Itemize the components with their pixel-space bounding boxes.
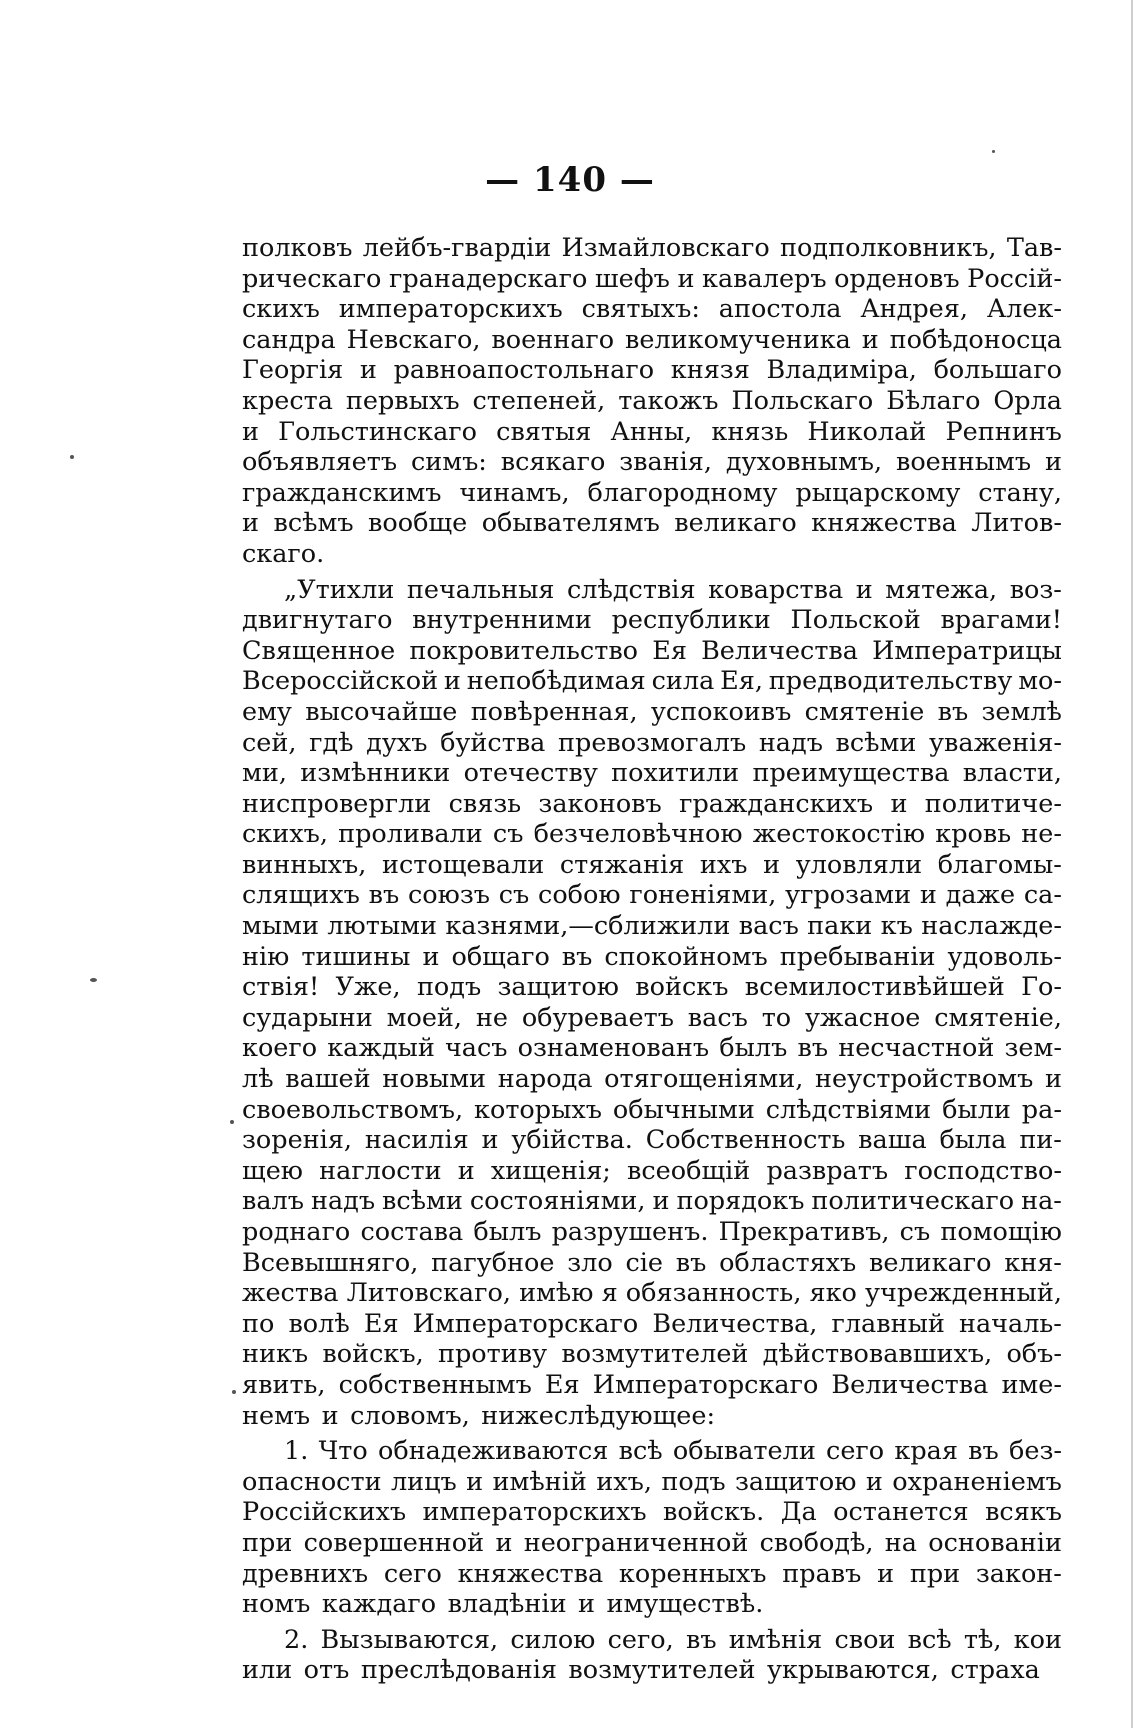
- paragraph: [242, 1625, 1062, 1686]
- text-line: винныхъ, истощевали стяжанія ихъ и уловляли благомы-: [242, 849, 1062, 880]
- text-line: „Утихли печальныя слѣдствія коварства и мятежа, воз-: [284, 574, 1062, 605]
- page-number: — 140 —: [485, 160, 655, 200]
- paper-speck: [70, 455, 74, 459]
- text-line: двигнутаго внутренними республики Польской врагами!: [242, 605, 1062, 636]
- text-line: полковъ лейбъ-гвардіи Измайловскаго подполковникъ, Тав-: [242, 233, 1062, 263]
- text-line: древнихъ сего княжества коренныхъ правъ и при закон-: [242, 1558, 1062, 1589]
- text-line: ми, измѣнники отечеству похитили преимущества власти,: [242, 758, 1062, 789]
- text-line: мыми лютыми казнями,—сближили васъ паки къ наслажде-: [242, 911, 1062, 942]
- text-line: жества Литовскаго, имѣю я обязанность, яко учрежденный,: [242, 1278, 1062, 1309]
- text-line: номъ каждаго владѣніи и имуществѣ.: [242, 1589, 764, 1620]
- text-line: щею наглости и хищенія; всеобщій развратъ господство-: [242, 1155, 1062, 1186]
- text-line: валъ надъ всѣми состояніями, и порядокъ политическаго на-: [242, 1186, 1062, 1217]
- text-line: гражданскимъ чинамъ, благородному рыцарскому стану,: [242, 477, 1062, 508]
- paragraph: [242, 233, 1062, 570]
- text-line: 2. Вызываются, силою сего, въ имѣнія свои всѣ тѣ, кои: [284, 1624, 1062, 1655]
- text-line: никъ войскъ, противу возмутителей дѣйствовавшихъ, объ-: [242, 1339, 1062, 1370]
- text-line: и всѣмъ вообще обывателямъ великаго княжества Литов-: [242, 508, 1062, 539]
- paragraph: [242, 1436, 1062, 1620]
- paper-speck: [90, 978, 97, 982]
- text-line: по волѣ Ея Императорскаго Величества, главный началь-: [242, 1308, 1062, 1339]
- paper-speck: [230, 1120, 234, 1124]
- text-line: сей, гдѣ духъ буйства превозмогалъ надъ всѣми уваженія-: [242, 727, 1062, 758]
- text-line: при совершенной и неограниченной свободѣ, на основаніи: [242, 1527, 1062, 1558]
- text-line: ствія! Уже, подъ защитою войскъ всемилостивѣйшей Го-: [242, 972, 1062, 1003]
- text-line: роднаго состава былъ разрушенъ. Прекративъ, съ помощію: [242, 1217, 1062, 1247]
- text-line: слящихъ въ союзъ съ собою гоненіями, угрозами и даже са-: [242, 880, 1062, 911]
- page-edge-line: [1131, 0, 1133, 1728]
- text-line: своевольствомъ, которыхъ обычными слѣдствіями были ра-: [242, 1094, 1062, 1125]
- text-line: коего каждый часъ ознаменованъ былъ въ несчастной зем-: [242, 1033, 1062, 1064]
- body-text: [242, 233, 1062, 1686]
- text-line: скаго.: [242, 538, 325, 569]
- text-line: и Гольстинскаго святыя Анны, князь Николай Репнинъ: [242, 416, 1062, 447]
- text-line: скихъ, проливали съ безчеловѣчною жестокостію кровь не-: [242, 819, 1062, 850]
- text-line: рическаго гранадерскаго шефъ и кавалеръ орденовъ Россій-: [242, 263, 1062, 294]
- text-line: объявляетъ симъ: всякаго званія, духовнымъ, военнымъ и: [242, 447, 1062, 478]
- paper-speck: [232, 1390, 236, 1394]
- text-line: или отъ преслѣдованія возмутителей укрываются, страха: [242, 1655, 1040, 1686]
- text-line: 1. Что обнадеживаются всѣ обыватели сего края въ без-: [284, 1436, 1062, 1467]
- text-line: Всевышняго, пагубное зло сіе въ областяхъ великаго кня-: [242, 1247, 1062, 1278]
- text-line: креста первыхъ степеней, такожъ Польскаго Бѣлаго Орла: [242, 385, 1062, 416]
- text-line: опасности лицъ и имѣній ихъ, подъ защитою и охраненіемъ: [242, 1466, 1062, 1497]
- text-line: Россійскихъ императорскихъ войскъ. Да останется всякъ: [242, 1497, 1062, 1528]
- text-line: нію тишины и общаго въ спокойномъ пребываніи удоволь-: [242, 941, 1062, 972]
- paragraph: [242, 575, 1062, 1432]
- text-line: ниспровергли связь законовъ гражданскихъ и политиче-: [242, 788, 1062, 819]
- text-line: сударыни моей, не обуреваетъ васъ то ужасное смятеніе,: [242, 1002, 1062, 1033]
- text-line: лѣ вашей новыми народа отягощеніями, неустройствомъ и: [242, 1064, 1062, 1095]
- text-line: Священное покровительство Ея Величества Императрицы: [242, 635, 1062, 666]
- text-line: Георгія и равноапостольнаго князя Владиміра, большаго: [242, 355, 1062, 386]
- text-line: Всероссійской и непобѣдимая сила Ея, предводительству мо-: [242, 666, 1062, 697]
- text-line: скихъ императорскихъ святыхъ: апостола Андрея, Алек-: [242, 294, 1062, 325]
- text-line: сандра Невскаго, военнаго великомученика и побѣдоносца: [242, 324, 1062, 355]
- paper-speck: [992, 150, 995, 153]
- text-line: ему высочайше повѣренная, успокоивъ смятеніе въ землѣ: [242, 696, 1062, 727]
- text-line: зоренія, насилія и убійства. Собственность ваша была пи-: [242, 1125, 1062, 1156]
- text-line: явить, собственнымъ Ея Императорскаго Величества име-: [242, 1369, 1062, 1400]
- text-line: немъ и словомъ, нижеслѣдующее:: [242, 1400, 716, 1431]
